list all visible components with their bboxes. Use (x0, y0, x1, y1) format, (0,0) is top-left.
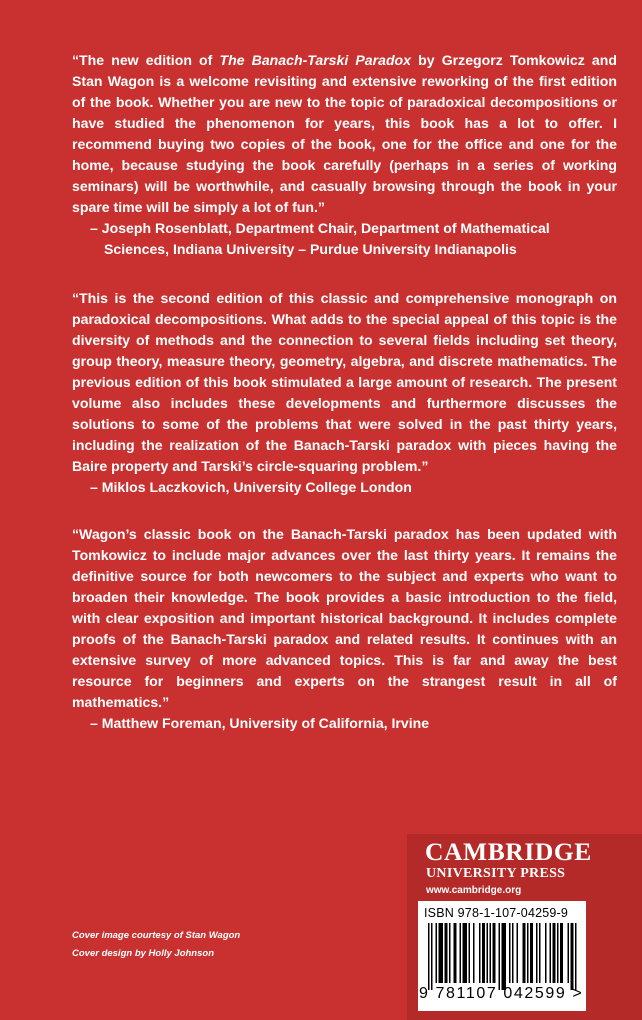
barcode-bar (445, 923, 448, 983)
barcode-icon (428, 923, 578, 990)
barcode-bar (428, 923, 430, 990)
publisher-block (407, 834, 642, 1020)
endorsement-attribution-3: – Matthew Foreman, University of California, Irvine (90, 715, 430, 731)
barcode-bar (517, 923, 519, 983)
barcode-bar (463, 923, 468, 983)
barcode-digits: 9 781107 042599 > (419, 985, 584, 1002)
barcode-bar (512, 923, 514, 983)
barcode-bar (502, 923, 507, 990)
barcode-label (418, 901, 586, 1011)
barcode-bar (527, 923, 529, 983)
barcode-bar (553, 923, 556, 983)
barcode-bar (539, 923, 541, 983)
endorsement-quote-1: “The new edition of The Banach-Tarski Paradox by Grzegorz Tomkowicz and Stan Wagon is a welcome revisiting and extensive reworking of the first edition of the book. Whether you are new to the topic of paradoxical decompositions or have studied the phenomenon for years, this book has a lot to offer. I recommend buying two copies of the book, one for the office and one for the home, because studying the book carefully (perhaps in a series of working seminars) will be worthwhile, and casually browsing through the book in your spare time will be simply a lot of fun.” (72, 52, 617, 215)
barcode-bar (449, 923, 451, 983)
barcode-bar (473, 923, 475, 983)
barcode-bar (431, 923, 433, 990)
book-title: The Banach-Tarski Paradox (219, 52, 412, 68)
barcode-bar (454, 923, 457, 983)
barcode-bar (530, 923, 533, 983)
endorsements (72, 50, 617, 760)
barcode-bar (479, 923, 481, 983)
barcode-bar (493, 923, 496, 983)
barcode-bar (523, 923, 526, 983)
barcode-bar (545, 923, 547, 983)
endorsement-quote-2: “This is the second edition of this classic and comprehensive monograph on paradoxical decompositions. What adds to the special appeal of this topic is the diversity of methods and the connection to several fields including set theory, group theory, measure theory, geometry, algebra, and discrete mathematics. The previous edition of this book stimulated a large amount of research. The present volume also includes these developments and furthermore discusses the solutions to some of the problems that were solved in the past thirty years, including the realization of the Banach-Tarski paradox with pieces having the Baire property and Tarski’s circle-squaring problem.” (72, 290, 617, 474)
barcode-bar (439, 923, 444, 983)
barcode-bar (536, 923, 538, 983)
barcode-bar (460, 923, 462, 983)
isbn-text: ISBN 978-1-107-04259-9 (424, 906, 569, 920)
barcode-bar (499, 923, 501, 990)
cover-credits (72, 927, 240, 963)
cover-image-credit: Cover image courtesy of Stan Wagon (72, 930, 241, 941)
barcode-bar (571, 923, 574, 990)
cover-design-credit: Cover design by Holly Johnson (72, 948, 214, 959)
barcode-bar (469, 923, 471, 983)
endorsement-attribution-1: – Joseph Rosenblatt, Department Chair, Department of Mathematical Sciences, Indiana University – Purdue University Indianapolis (90, 220, 550, 257)
endorsement-quote-3: “Wagon’s classic book on the Banach-Tarski paradox has been updated with Tomkowicz to include major advances over the last thirty years. It remains the definitive source for both newcomers to the subject and experts who want to broaden their knowledge. The book provides a basic introduction to the field, with clear exposition and important historical background. It includes complete proofs of the Banach-Tarski paradox and related results. It continues with an extensive survey of more advanced topics. This is far and away the best resource for beginners and experts on the strangest result in all of mathematics.” (72, 526, 617, 710)
barcode-bar (568, 923, 570, 983)
publisher-logo-subname: UNIVERSITY PRESS (426, 866, 566, 881)
barcode-bar (436, 923, 438, 983)
publisher-url: www.cambridge.org (426, 885, 522, 896)
barcode-bar (575, 923, 577, 990)
barcode-bar (550, 923, 552, 983)
barcode-bar (482, 923, 485, 983)
barcode-bar (487, 923, 489, 983)
barcode-bar (509, 923, 511, 983)
endorsement-attribution-2: – Miklos Laczkovich, University College London (90, 479, 412, 495)
barcode-bar (557, 923, 559, 983)
barcode-bar (560, 923, 563, 983)
barcode-bar (490, 923, 492, 983)
publisher-logo-name: CAMBRIDGE (425, 837, 592, 866)
